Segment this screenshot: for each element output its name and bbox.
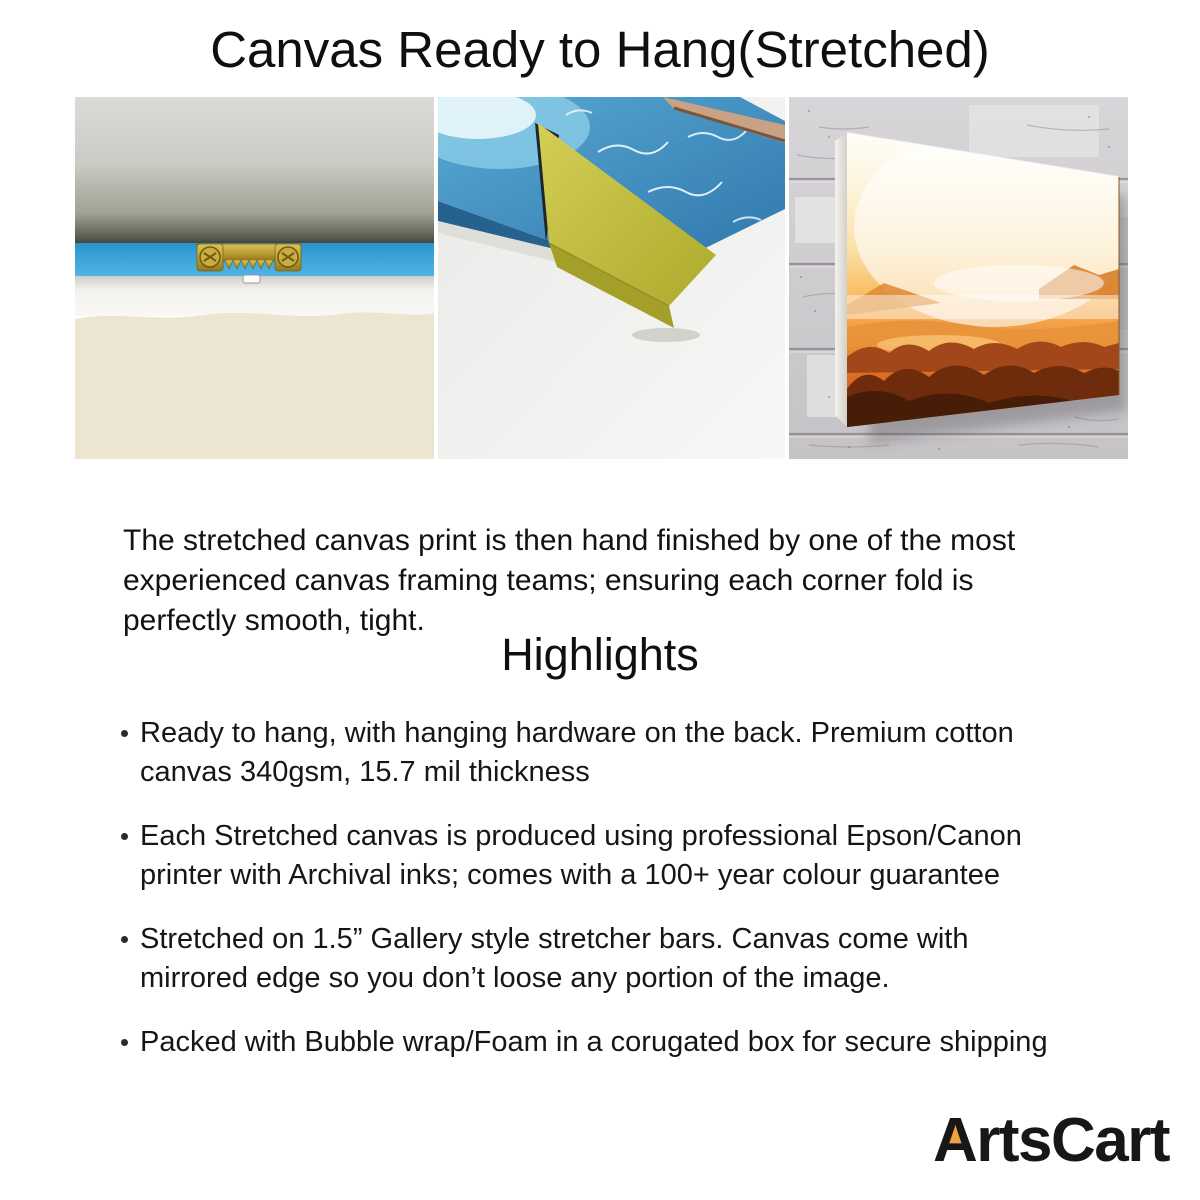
photo-corner-fold	[438, 97, 785, 459]
photo-canvas-back	[75, 97, 434, 459]
product-description: The stretched canvas print is then hand finished by one of the most experienced canvas framing teams; ensuring each corner fold is perfectly smooth, tight.	[123, 524, 1016, 637]
staple-icon	[243, 275, 260, 283]
highlight-item: Packed with Bubble wrap/Foam in a corugated box for secure shipping	[112, 1023, 1080, 1062]
highlight-item: Stretched on 1.5” Gallery style stretcher bars. Canvas come with mirrored edge so you don’t loose any portion of the image.	[112, 920, 1080, 998]
page-title: Canvas Ready to Hang(Stretched)	[210, 21, 990, 78]
highlight-item: Each Stretched canvas is produced using professional Epson/Canon printer with Archival inks; comes with a 100+ year colour guarantee	[112, 817, 1080, 895]
highlight-item: Ready to hang, with hanging hardware on the back. Premium cotton canvas 340gsm, 15.7 mil thickness	[112, 714, 1080, 792]
logo-text: ArtsCart	[932, 1106, 1169, 1175]
photo-strip	[75, 97, 1128, 459]
highlights-list	[112, 714, 1080, 1087]
brand-logo	[933, 1106, 1169, 1176]
corner-tip-shadow	[632, 328, 700, 342]
raw-cotton-canvas	[75, 312, 434, 459]
canvas-side-depth	[835, 133, 847, 427]
highlights-heading: Highlights	[501, 629, 699, 680]
canvas-back-top-shadow	[75, 97, 434, 245]
photo-canvas-on-wall	[789, 97, 1128, 459]
